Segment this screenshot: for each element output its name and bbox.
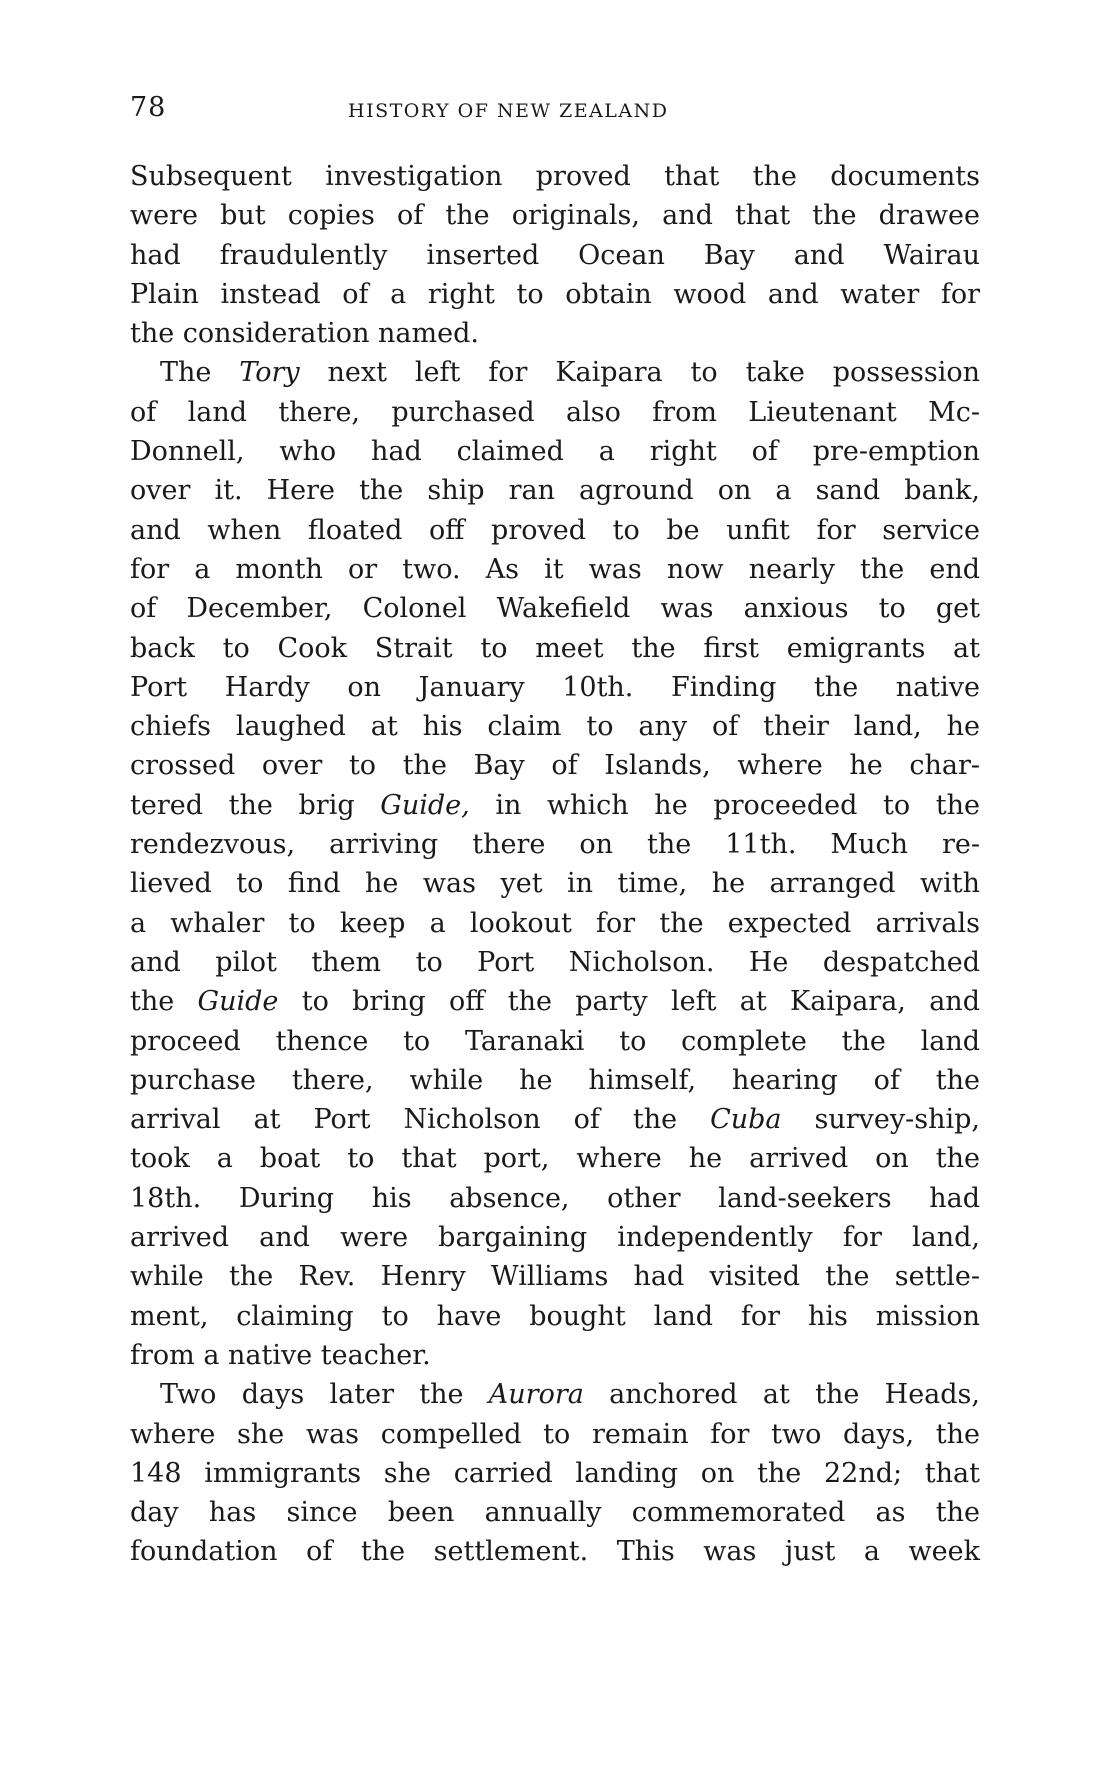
italic-ship-name: Aurora <box>488 1379 584 1411</box>
page-header <box>130 92 980 132</box>
text-segment: next left for Kaipara to take possession <box>299 357 980 389</box>
italic-ship-name: Tory <box>239 357 300 389</box>
text-segment: to bring off the party left at Kaipara, and <box>278 986 980 1018</box>
text-line <box>130 786 980 825</box>
text-line: Donnell, who had claimed a right of pre-emption <box>130 436 980 468</box>
text-line: chiefs laughed at his claim to any of their land, he <box>130 711 980 743</box>
text-line: arrived and were bargaining independently for land, <box>130 1222 980 1254</box>
text-line <box>130 1100 980 1139</box>
text-line: foundation of the settlement. This was just a week <box>130 1536 980 1568</box>
text-line <box>130 353 980 392</box>
text-line: Plain instead of a right to obtain wood and water for <box>130 278 980 310</box>
italic-ship-name: Guide, <box>380 789 470 821</box>
text-line: Port Hardy on January 10th. Finding the native <box>130 671 980 703</box>
text-segment: tered the brig <box>130 789 381 821</box>
text-line: had fraudulently inserted Ocean Bay and Wairau <box>130 239 980 271</box>
text-line: from a native teacher. <box>130 1339 431 1371</box>
text-line <box>130 1375 980 1414</box>
text-line: were but copies of the originals, and that the drawee <box>130 200 980 232</box>
page-number: 78 <box>130 92 167 123</box>
text-line: the consideration named. <box>130 318 479 350</box>
text-line: crossed over to the Bay of Islands, where he char- <box>130 750 980 782</box>
text-line: 148 immigrants she carried landing on the 22nd; that <box>130 1457 980 1489</box>
text-line: while the Rev. Henry Williams had visited the settle- <box>130 1261 980 1293</box>
running-head: HISTORY OF NEW ZEALAND <box>348 100 669 122</box>
italic-ship-name: Guide <box>197 986 279 1018</box>
text-line: over it. Here the ship ran aground on a sand bank, <box>130 475 980 507</box>
text-line: for a month or two. As it was now nearly the end <box>130 553 980 585</box>
text-line: proceed thence to Taranaki to complete the land <box>130 1025 980 1057</box>
text-segment: arrival at Port Nicholson of the <box>130 1104 711 1136</box>
text-line: a whaler to keep a lookout for the expected arrivals <box>130 907 980 939</box>
text-line: day has since been annually commemorated as the <box>130 1497 980 1529</box>
text-segment: The <box>160 357 240 389</box>
text-line: lieved to find he was yet in time, he arranged with <box>130 868 980 900</box>
text-line: ment, claiming to have bought land for his mission <box>130 1300 980 1332</box>
text-line <box>130 982 980 1021</box>
text-line: where she was compelled to remain for two days, the <box>130 1418 980 1450</box>
text-line: and pilot them to Port Nicholson. He despatched <box>130 946 980 978</box>
text-segment: Two days later the <box>160 1379 489 1411</box>
text-segment: anchored at the Heads, <box>583 1379 980 1411</box>
italic-ship-name: Cuba <box>710 1104 782 1136</box>
text-line: purchase there, while he himself, hearing of the <box>130 1064 980 1096</box>
text-line: rendezvous, arriving there on the 11th. Much re- <box>130 829 980 861</box>
text-segment: the <box>130 986 198 1018</box>
body-text <box>130 157 980 1572</box>
text-line: and when floated off proved to be unfit for service <box>130 514 980 546</box>
text-line: Subsequent investigation proved that the documents <box>130 161 980 192</box>
text-line: took a boat to that port, where he arrived on the <box>130 1143 980 1175</box>
text-line: of December, Colonel Wakefield was anxious to get <box>130 593 980 625</box>
text-line: of land there, purchased also from Lieutenant Mc- <box>130 396 980 428</box>
text-segment: survey-ship, <box>781 1104 981 1136</box>
text-line: back to Cook Strait to meet the first emigrants at <box>130 632 980 664</box>
text-segment: in which he proceeded to the <box>469 789 980 821</box>
text-line: 18th. During his absence, other land-seekers had <box>130 1182 980 1214</box>
